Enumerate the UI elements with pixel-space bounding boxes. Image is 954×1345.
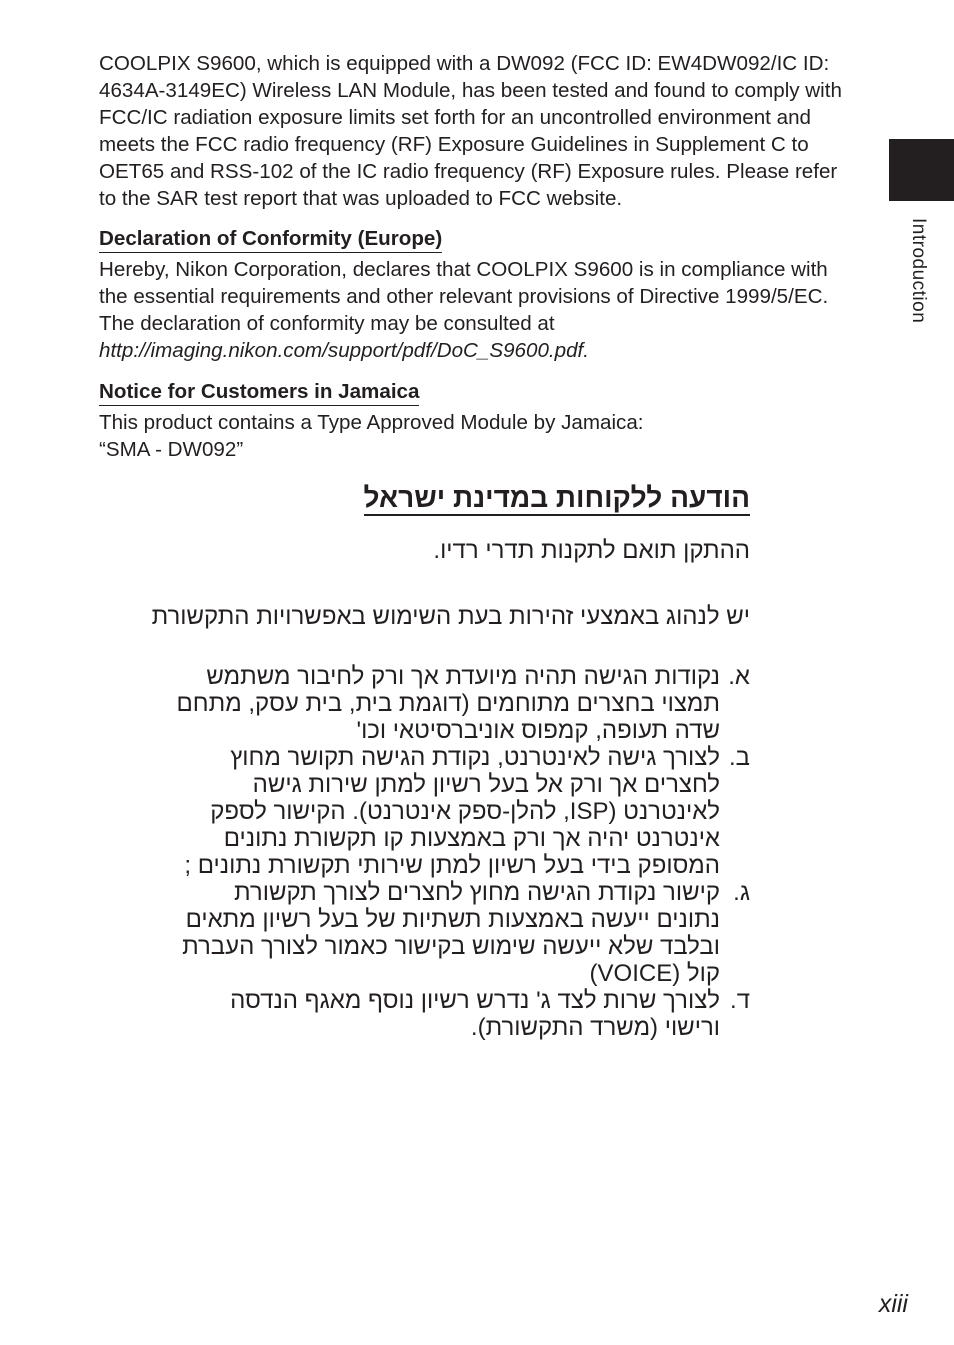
- conformity-text: [99, 256, 859, 364]
- conformity-url: http://imaging.nikon.com/support/pdf/DoC_S9600.pdf.: [99, 339, 589, 362]
- israel-title-text: הודעה ללקוחות במדינת ישראל: [364, 482, 750, 516]
- jamaica-line1: This product contains a Type Approved Module by Jamaica:: [99, 411, 644, 434]
- list-item: [170, 744, 750, 879]
- list-marker: א.: [728, 663, 750, 690]
- jamaica-heading: Notice for Customers in Jamaica: [99, 378, 419, 406]
- jamaica-line2: “SMA - DW092”: [99, 438, 244, 461]
- jamaica-text: [99, 409, 859, 463]
- israel-list: [170, 663, 750, 1041]
- section-tab-marker: [889, 139, 954, 201]
- list-text: לצורך שרות לצד ג' נדרש רשיון נוסף מאגף הנדסה ורישוי (משרד התקשורת).: [230, 987, 720, 1041]
- list-text: לצורך גישה לאינטרנט, נקודת הגישה תקושר מחוץ לחצרים אך ורק אל בעל רשיון למתן שירות גישה לאינטרנט (ISP, להלן-ספק אינטרנט). הקישור לספק אינטרנט יהיה אך ורק באמצעות קו תקשורת נתונים המסופק בידי בעל רשיון למתן שירותי תקשורת נתונים ;: [184, 744, 720, 879]
- jamaica-section: [99, 378, 859, 463]
- section-side-label-text: Introduction: [908, 218, 929, 324]
- israel-title: [150, 480, 750, 516]
- list-marker: ב.: [728, 744, 750, 771]
- list-text: קישור נקודת הגישה מחוץ לחצרים לצורך תקשורת נתונים ייעשה באמצעות תשתיות של בעל רשיון מתאים ובלבד שלא ייעשה שימוש בקישור כאמור לצורך העברת קול (VOICE): [182, 879, 720, 987]
- page-number: xiii: [878, 1290, 908, 1318]
- israel-line1: ההתקן תואם לתקנות תדרי רדיו.: [433, 537, 750, 564]
- conformity-heading: Declaration of Conformity (Europe): [99, 225, 442, 253]
- list-item: [170, 987, 750, 1041]
- list-item: [170, 879, 750, 987]
- section-side-label: [907, 218, 929, 338]
- list-marker: ג.: [733, 879, 750, 906]
- conformity-section: [99, 225, 859, 364]
- list-text: נקודות הגישה תהיה מיועדת אך ורק לחיבור משתמש תמצוי בחצרים מתוחמים (דוגמת בית, בית עסק, מתחם שדה תעופה, קמפוס אוניברסיטאי וכו': [176, 663, 720, 744]
- list-marker: ד.: [730, 987, 750, 1014]
- israel-intro: יש לנהוג באמצעי זהירות בעת השימוש באפשרויות התקשורת: [151, 603, 750, 630]
- intro-paragraph: COOLPIX S9600, which is equipped with a DW092 (FCC ID: EW4DW092/IC ID: 4634A-3149EC) Wireless LAN Module, has been tested and found to comply with FCC/IC radiation exposure limits set forth for an uncontrolled environment and meets the FCC radio frequency (RF) Exposure Guidelines in Supplement C to OET65 and RSS-102 of the IC radio frequency (RF) Exposure rules. Please refer to the SAR test report that was uploaded to FCC website.: [99, 52, 842, 210]
- conformity-body: Hereby, Nikon Corporation, declares that COOLPIX S9600 is in compliance with the essential requirements and other relevant provisions of Directive 1999/5/EC. The declaration of conformity may be consulted at: [99, 258, 829, 335]
- list-item: [170, 663, 750, 744]
